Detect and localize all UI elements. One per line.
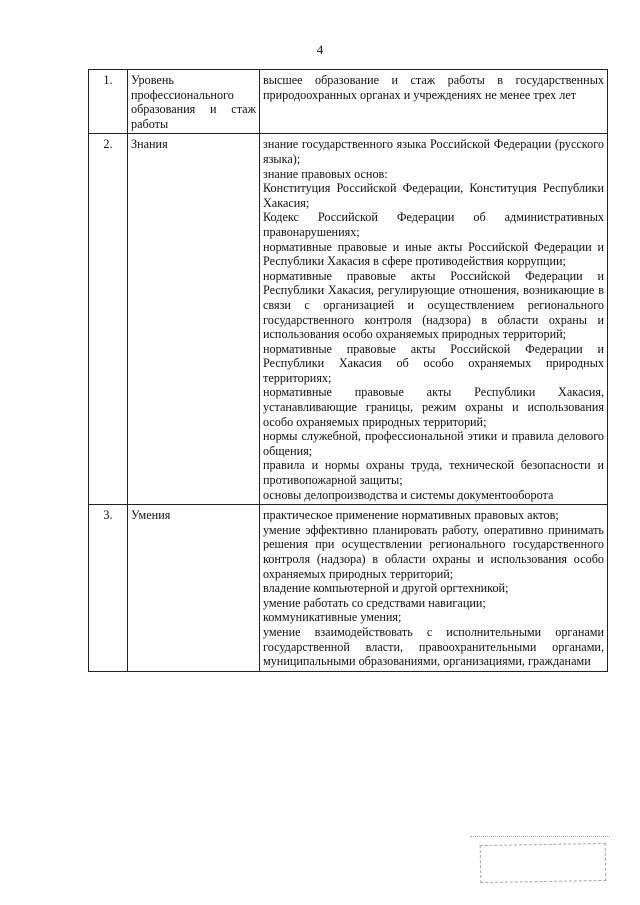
- content-item: нормативные правовые и иные акты Российской Федерации и Республики Хакасия в сфере противодействия коррупции;: [263, 239, 604, 269]
- requirement-content: [260, 70, 608, 134]
- requirement-name: Знания: [128, 134, 260, 505]
- table-row: [89, 134, 608, 505]
- content-item: нормативные правовые акты Российской Федерации и Республики Хакасия, регулирующие отношения, возникающие в связи с организацией и осуществлением регионального государственного контроля (надзора) в области охраны и использования особо охраняемых природных территорий;: [263, 268, 604, 342]
- row-number: 1.: [89, 70, 128, 134]
- content-item: умение эффективно планировать работу, оперативно принимать решения при осуществлении регионального государственного контроля (надзора) в области охраны и использования особо охраняемых природных территорий;: [263, 522, 604, 581]
- content-item: знание правовых основ:: [263, 166, 388, 181]
- certification-stamp: [480, 843, 607, 883]
- content-item: знание государственного языка Российской Федерации (русского языка);: [263, 137, 604, 166]
- row-number: 3.: [89, 505, 128, 672]
- content-item: умение взаимодействовать с исполнительными органами государственной власти, правоохранительными органами, муниципальными образованиями, организациями, гражданами: [263, 624, 604, 669]
- content-item: владение компьютерной и другой оргтехникой;: [263, 581, 509, 596]
- content-item: нормы служебной, профессиональной этики и правила делового общения;: [263, 429, 604, 458]
- content-item: высшее образование и стаж работы в государственных природоохранных органах и учреждениях не менее трех лет: [263, 73, 604, 102]
- stamp-border: [470, 836, 610, 837]
- row-number: 2.: [89, 134, 128, 505]
- requirement-content: [260, 134, 608, 505]
- requirement-name: Умения: [128, 505, 260, 672]
- page-number: 4: [316, 42, 324, 57]
- requirements-table: [88, 69, 608, 672]
- requirement-content: [260, 505, 608, 672]
- content-item: умение работать со средствами навигации;: [263, 595, 486, 610]
- content-item: правила и нормы охраны труда, технической безопасности и противопожарной защиты;: [263, 458, 604, 488]
- table-row: [89, 70, 608, 134]
- table-row: [89, 505, 608, 672]
- content-item: Конституция Российской Федерации, Конституция Республики Хакасия;: [263, 181, 604, 210]
- requirement-name: Уровень профессионального образования и стаж работы: [128, 70, 260, 134]
- content-item: практическое применение нормативных правовых актов;: [263, 508, 559, 523]
- content-item: нормативные правовые акты Республики Хакасия, устанавливающие границы, режим охраны и использования особо охраняемых природных территорий;: [263, 385, 604, 429]
- content-item: Кодекс Российской Федерации об административных правонарушениях;: [263, 210, 604, 239]
- content-item: основы делопроизводства и системы документооборота: [263, 487, 554, 502]
- content-item: нормативные правовые акты Российской Федерации и Республики Хакасия об особо охраняемых природных территориях;: [263, 341, 604, 385]
- content-item: коммуникативные умения;: [263, 610, 402, 625]
